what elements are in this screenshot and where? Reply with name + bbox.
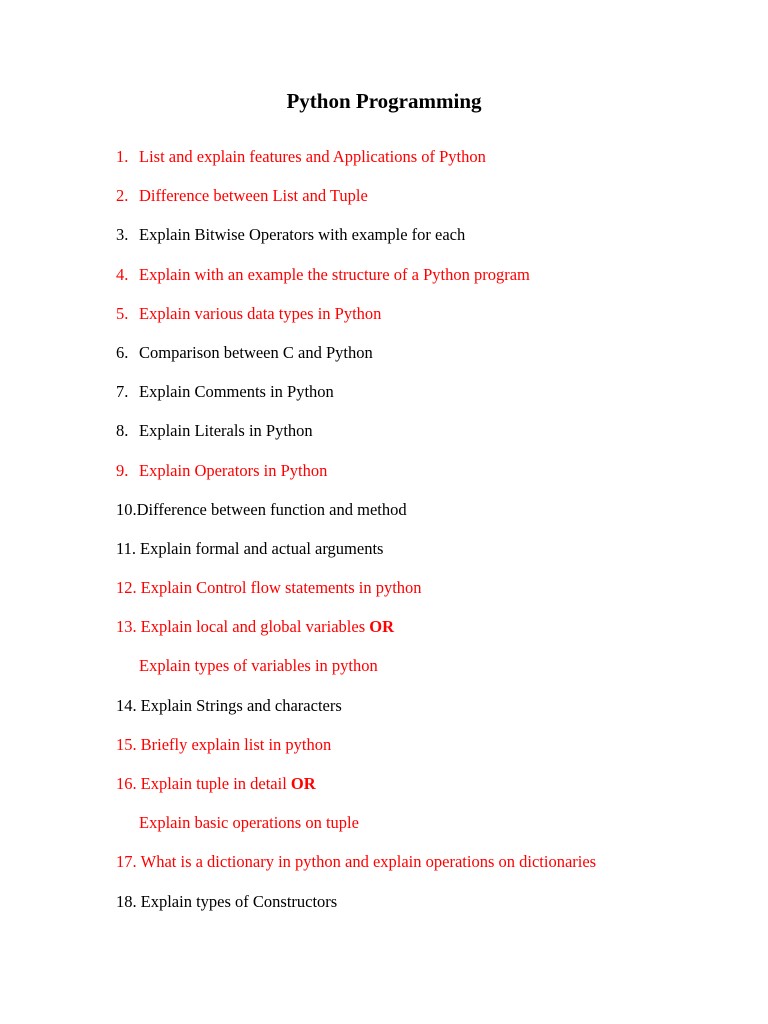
question-number: 10.: [116, 499, 137, 519]
question-item-4: [116, 261, 736, 300]
question-text: Explain Comments in Python: [139, 382, 334, 402]
question-item-1: [116, 143, 736, 182]
question-item-2: [116, 182, 736, 221]
question-number: 6.: [116, 342, 129, 362]
question-item-12: [116, 574, 736, 613]
question-text: Comparison between C and Python: [139, 342, 373, 362]
question-text: What is a dictionary in python and explain operations on dictionaries: [140, 852, 597, 872]
question-text: Explain Control flow statements in python: [140, 578, 422, 598]
question-number: 2.: [116, 186, 129, 206]
question-number: 12.: [116, 578, 137, 598]
question-number: 1.: [116, 147, 129, 166]
question-item-9: [116, 457, 736, 496]
question-item-6: [116, 339, 736, 378]
question-text: Difference between List and Tuple: [139, 186, 368, 206]
question-item-13-alternative: [116, 652, 736, 691]
question-item-10: [116, 496, 736, 535]
question-item-14: [116, 692, 736, 731]
or-keyword: OR: [290, 774, 316, 793]
question-number: 5.: [116, 303, 129, 323]
question-number: 7.: [116, 382, 129, 402]
question-text: List and explain features and Applications of Python: [139, 147, 486, 166]
question-number: 8.: [116, 421, 129, 441]
question-number: 16.: [116, 774, 137, 793]
question-number: 17.: [116, 852, 137, 872]
question-item-18: [116, 888, 736, 927]
question-number: 11.: [116, 538, 137, 558]
question-text: Explain tuple in detail: [140, 774, 287, 793]
question-text: Explain with an example the structure of a Python program: [139, 264, 530, 284]
question-list: [116, 143, 736, 927]
question-text: Explain various data types in Python: [139, 303, 382, 323]
question-text: Explain Operators in Python: [139, 460, 328, 480]
question-number: 4.: [116, 264, 129, 284]
question-text: Explain local and global variables: [140, 617, 366, 637]
question-number: 13.: [116, 617, 137, 637]
question-item-3: [116, 221, 736, 260]
question-text: Difference between function and method: [136, 499, 407, 519]
question-text: Briefly explain list in python: [140, 734, 332, 754]
question-item-16: [116, 770, 736, 809]
question-item-11: [116, 535, 736, 574]
question-item-7: [116, 378, 736, 417]
question-item-8: [116, 417, 736, 456]
page-title: Python Programming: [286, 89, 482, 113]
question-alt-text: Explain basic operations on tuple: [139, 813, 359, 833]
question-number: 18.: [116, 891, 137, 911]
question-item-17: [116, 848, 736, 887]
or-keyword: OR: [369, 617, 395, 637]
question-item-16-alternative: [116, 809, 736, 848]
question-number: 3.: [116, 225, 129, 245]
question-item-15: [116, 731, 736, 770]
question-text: Explain Literals in Python: [139, 421, 313, 441]
question-text: Explain Bitwise Operators with example for each: [139, 225, 466, 245]
question-number: 9.: [116, 460, 129, 480]
question-number: 15.: [116, 734, 137, 754]
question-alt-text: Explain types of variables in python: [139, 656, 378, 676]
question-number: 14.: [116, 695, 137, 715]
question-text: Explain Strings and characters: [140, 695, 342, 715]
question-text: Explain types of Constructors: [140, 891, 338, 911]
question-item-13: [116, 613, 736, 652]
question-text: Explain formal and actual arguments: [140, 538, 384, 558]
question-item-5: [116, 300, 736, 339]
